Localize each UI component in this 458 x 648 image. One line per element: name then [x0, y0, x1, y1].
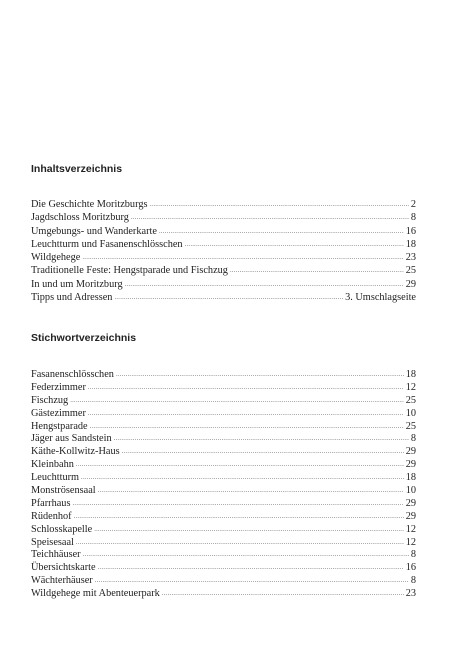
index-entry-term: Speisesaal [31, 536, 74, 548]
index-entry-page: 29 [405, 459, 416, 471]
toc-entry-page: 16 [405, 225, 416, 237]
index-entry-page: 12 [405, 536, 416, 548]
toc-entry-title: In und um Moritzburg [31, 278, 123, 290]
toc-entry [31, 225, 416, 238]
keyword-index [31, 331, 416, 601]
dot-leader [98, 562, 404, 575]
index-entry-page: 18 [405, 472, 416, 484]
index-entry-page: 18 [405, 369, 416, 380]
index-entry-page: 29 [405, 446, 416, 458]
toc-entry [31, 251, 416, 264]
index-entry [31, 575, 416, 588]
index-entry-page: 29 [405, 510, 416, 522]
dot-leader [90, 421, 404, 434]
toc-entry-page: 25 [405, 265, 416, 277]
index-entry-term: Leuchtturm [31, 472, 80, 484]
index-entry-term: Fischzug [31, 394, 69, 406]
index-entry-page: 12 [405, 523, 416, 535]
toc-entry-title: Traditionelle Feste: Hengstparade und Fischzug [31, 265, 228, 277]
dot-leader [125, 278, 404, 291]
index-entry-term: Jäger aus Sandstein [31, 433, 112, 445]
index-entry [31, 433, 416, 446]
index-entry-term: Schlosskapelle [31, 523, 93, 535]
toc-entry [31, 291, 416, 304]
index-entry-term: Wildgehege mit Abenteuerpark [31, 588, 160, 600]
dot-leader [149, 198, 408, 211]
index-entry [31, 524, 416, 537]
index-entry-term: Monströsensaal [31, 485, 96, 497]
index-heading: Stichwortverzeichnis [31, 332, 137, 344]
index-entry-page: 25 [405, 420, 416, 432]
dot-leader [159, 225, 404, 238]
toc-entry-title: Jagdschloss Moritzburg [31, 212, 129, 224]
toc-entry-page: 29 [405, 278, 416, 290]
toc-entry [31, 264, 416, 277]
toc-entry-title: Leuchtturm und Fasanenschlösschen [31, 238, 183, 250]
toc-entry-title: Die Geschichte Moritzburgs [31, 199, 148, 210]
toc-entry-page: 18 [405, 238, 416, 250]
index-entry-term: Federzimmer [31, 381, 86, 393]
dot-leader [76, 459, 404, 472]
index-entry [31, 485, 416, 498]
dot-leader [185, 238, 404, 251]
dot-leader [70, 395, 404, 408]
index-entry-term: Hengstparade [31, 420, 88, 432]
index-entry [31, 446, 416, 459]
index-entry-page: 8 [410, 575, 416, 587]
index-entry [31, 408, 416, 421]
toc-heading: Inhaltsverzeichnis [31, 163, 123, 175]
toc-entry [31, 198, 416, 211]
toc-entry-page: 8 [410, 212, 416, 224]
index-entry-page: 10 [405, 485, 416, 497]
index-entry-term: Übersichtskarte [31, 562, 96, 574]
index-entry [31, 537, 416, 550]
table-of-contents [31, 162, 416, 304]
toc-list [31, 198, 416, 304]
toc-entry-title: Umgebungs- und Wanderkarte [31, 225, 157, 237]
dot-leader [88, 382, 404, 395]
toc-entry [31, 238, 416, 251]
toc-entry-page: 3. Umschlagseite [345, 292, 416, 304]
index-entry [31, 369, 416, 382]
toc-entry-title: Tipps und Adressen [31, 292, 113, 304]
index-entry-term: Rüdenhof [31, 510, 72, 522]
index-entry-term: Pfarrhaus [31, 497, 71, 509]
dot-leader [114, 433, 409, 446]
dot-leader [81, 472, 404, 485]
index-entry [31, 549, 416, 562]
index-entry-page: 12 [405, 381, 416, 393]
index-entry-page: 25 [405, 394, 416, 406]
dot-leader [122, 446, 404, 459]
toc-entry-title: Wildgehege [31, 252, 81, 264]
dot-leader [74, 511, 404, 524]
index-entry-page: 8 [410, 549, 416, 561]
index-entry [31, 498, 416, 511]
index-entry-page: 16 [405, 562, 416, 574]
index-entry-term: Teichhäuser [31, 549, 81, 561]
index-entry [31, 382, 416, 395]
dot-leader [116, 369, 404, 382]
dot-leader [76, 537, 404, 550]
index-entry [31, 459, 416, 472]
index-entry-page: 10 [405, 407, 416, 419]
dot-leader [82, 251, 403, 264]
dot-leader [162, 588, 404, 601]
index-entry [31, 472, 416, 485]
dot-leader [131, 211, 409, 224]
dot-leader [72, 498, 403, 511]
index-entry [31, 395, 416, 408]
index-entry-page: 23 [405, 588, 416, 600]
index-entry-page: 8 [410, 433, 416, 445]
index-entry [31, 421, 416, 434]
index-entry-term: Fasanenschlösschen [31, 369, 114, 380]
dot-leader [95, 575, 409, 588]
index-entry [31, 511, 416, 524]
index-entry-term: Gästezimmer [31, 407, 86, 419]
index-entry-term: Käthe-Kollwitz-Haus [31, 446, 120, 458]
dot-leader [88, 408, 404, 421]
dot-leader [83, 549, 409, 562]
index-entry-page: 29 [405, 497, 416, 509]
index-entry-term: Kleinbahn [31, 459, 74, 471]
index-entry-term: Wächterhäuser [31, 575, 93, 587]
dot-leader [230, 264, 404, 277]
index-list [31, 369, 416, 601]
toc-entry-page: 2 [410, 199, 416, 210]
index-entry [31, 588, 416, 601]
dot-leader [94, 524, 404, 537]
index-entry [31, 562, 416, 575]
toc-entry [31, 211, 416, 224]
dot-leader [98, 485, 404, 498]
dot-leader [114, 291, 343, 304]
toc-entry-page: 23 [405, 252, 416, 264]
toc-entry [31, 278, 416, 291]
